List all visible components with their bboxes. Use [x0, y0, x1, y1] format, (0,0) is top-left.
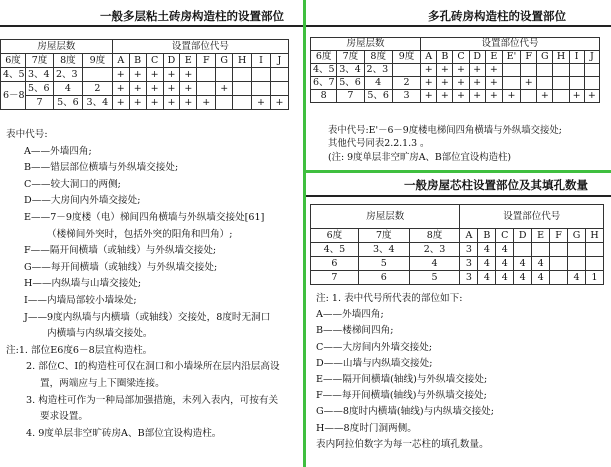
mark-cell: +	[112, 96, 129, 110]
mark-cell: +	[537, 90, 553, 103]
core-column-table	[310, 204, 604, 285]
remark-item: 4. 9度单层非空旷砖房A、B部位宜设构造柱。	[26, 427, 222, 439]
code-item-continued: 内横墙与内纵墙交接处。	[47, 328, 153, 340]
fill-count-cell	[550, 271, 568, 285]
mark-cell: +	[437, 64, 453, 77]
position-header: D	[514, 229, 532, 243]
mark-cell: +	[485, 64, 502, 77]
fill-count-cell	[550, 257, 568, 271]
floor-cell: 2、3	[364, 64, 392, 77]
notes-heading: 表中代号:	[6, 129, 48, 140]
floor-cell: 4、5	[1, 68, 26, 82]
position-header: B	[437, 51, 453, 64]
fill-count-cell	[550, 243, 568, 257]
construction-column-table	[0, 39, 289, 110]
perforated-brick-panel	[306, 0, 611, 170]
code-item: B——楼梯间四角;	[316, 325, 394, 337]
intensity-header: 8度	[364, 51, 392, 64]
floor-cell: 3、4	[25, 68, 53, 82]
mark-cell	[252, 82, 271, 96]
fill-count-cell	[568, 257, 586, 271]
code-notes	[6, 127, 280, 442]
remark-item: 3. 构造柱可作为一种局部加强措施，未列入表内，可按有关	[26, 394, 279, 406]
floor-count-header: 房屋层数	[311, 205, 460, 229]
mark-cell: +	[197, 96, 216, 110]
mark-cell: +	[163, 96, 180, 110]
fill-count-cell: 4	[478, 257, 496, 271]
mark-cell: +	[252, 96, 271, 110]
position-header: A	[112, 54, 129, 68]
intensity-header: 6度	[1, 54, 26, 68]
mark-cell: +	[270, 96, 288, 110]
position-header: F	[197, 54, 216, 68]
brick-house-panel	[0, 0, 303, 467]
code-item: E——隔开间横墙(轴线)与外纵墙交接处;	[316, 374, 488, 386]
mark-cell: +	[129, 82, 146, 96]
mark-cell: +	[163, 82, 180, 96]
code-item: E——7－9度楼（电）梯间四角横墙与外纵墙交接处[61]	[24, 211, 265, 223]
title-rule	[0, 25, 303, 27]
position-header: E	[485, 51, 502, 64]
mark-cell	[270, 68, 288, 82]
floor-cell	[392, 64, 420, 77]
position-code-header: 设置部位代号	[460, 205, 604, 229]
remark-item-continued: 要求设置。	[40, 411, 88, 423]
mark-cell	[537, 64, 553, 77]
mark-cell: +	[453, 77, 469, 90]
floor-cell: 3	[392, 90, 420, 103]
intensity-header: 7度	[25, 54, 53, 68]
note-line: (注: 9度单层非空旷房A、B部位宜设构造柱)	[328, 151, 512, 163]
remark-item: 2. 部位C、I的构造柱可仅在洞口和小墙垛所在层内沿层高设	[26, 361, 280, 373]
position-header: E	[532, 229, 550, 243]
floor-cell: 2、3	[53, 68, 82, 82]
position-header: I	[569, 51, 584, 64]
core-column-panel	[306, 173, 611, 467]
position-header: C	[453, 51, 469, 64]
mark-cell	[521, 90, 537, 103]
mark-cell: +	[421, 64, 437, 77]
title-rule	[306, 25, 611, 27]
floor-cell: 2、3	[409, 243, 460, 257]
mark-cell: +	[180, 68, 197, 82]
floor-cell: 5、6	[53, 96, 82, 110]
fill-count-cell	[585, 257, 603, 271]
intensity-header: 9度	[392, 51, 420, 64]
position-header: G	[537, 51, 553, 64]
table-row	[311, 257, 604, 271]
mark-cell: +	[421, 77, 437, 90]
mark-cell	[502, 64, 520, 77]
mark-cell	[216, 68, 233, 82]
position-header: C	[496, 229, 514, 243]
floor-cell: 5、6	[25, 82, 53, 96]
mark-cell	[569, 64, 584, 77]
code-item: F——隔开间横墙（或轴线）与外纵墙交接处;	[24, 245, 217, 257]
position-header: J	[584, 51, 599, 64]
fill-count-cell: 4	[496, 271, 514, 285]
mark-cell: +	[146, 68, 163, 82]
code-item: I——内墙局部较小墙垛处;	[24, 294, 137, 306]
floor-cell: 6	[358, 271, 409, 285]
fill-count-cell: 4	[532, 257, 550, 271]
mark-cell: +	[146, 82, 163, 96]
mark-cell: +	[584, 90, 599, 103]
mark-cell: +	[180, 96, 197, 110]
code-item: G——每开间横墙（或轴线）与外纵墙交接处;	[24, 261, 218, 273]
position-header: E'	[502, 51, 520, 64]
mark-cell: +	[453, 64, 469, 77]
mark-cell: +	[569, 90, 584, 103]
mark-cell	[553, 64, 569, 77]
position-header: D	[163, 54, 180, 68]
fill-count-cell: 4	[478, 271, 496, 285]
closing-note: 表内阿拉伯数字为每一芯柱的填孔数量。	[316, 438, 489, 450]
position-header: B	[129, 54, 146, 68]
floor-cell: 5	[358, 257, 409, 271]
fill-count-cell: 4	[532, 271, 550, 285]
fill-count-cell: 4	[496, 243, 514, 257]
mark-cell	[197, 68, 216, 82]
position-code-header: 设置部位代号	[421, 38, 600, 51]
code-item: C——较大洞口的两侧;	[24, 178, 121, 190]
code-item-continued: （楼梯间外突时，包括外突的阳角和凹角）;	[47, 228, 233, 240]
code-item: G——8度时内横墙(轴线)与内纵墙交接处;	[316, 406, 494, 418]
notes-heading: 注: 1. 表中代号所代表的部位如下:	[316, 293, 463, 304]
floor-count-header: 房屋层数	[311, 38, 421, 51]
mark-cell	[216, 96, 233, 110]
intensity-header: 6度	[311, 229, 359, 243]
fill-count-cell: 4	[514, 271, 532, 285]
table-row	[311, 64, 600, 77]
mark-cell	[252, 68, 271, 82]
remark-item-continued: 置，两端应与上下圈梁连接。	[40, 377, 165, 389]
floor-cell: 3、4	[82, 96, 112, 110]
table-row	[311, 271, 604, 285]
position-header: A	[421, 51, 437, 64]
position-header: H	[585, 229, 603, 243]
position-header: B	[478, 229, 496, 243]
intensity-header: 9度	[82, 54, 112, 68]
table-row	[1, 68, 289, 82]
floor-cell: 7	[311, 271, 359, 285]
mark-cell	[233, 68, 252, 82]
code-notes	[316, 291, 494, 453]
floor-cell: 5	[409, 271, 460, 285]
position-header: H	[553, 51, 569, 64]
fill-count-cell	[568, 243, 586, 257]
intensity-header: 8度	[53, 54, 82, 68]
fill-count-cell: 3	[460, 243, 478, 257]
fill-count-cell: 4	[496, 257, 514, 271]
floor-cell: 6、7	[311, 77, 337, 90]
code-item: D——大房间内外墙交接处;	[24, 195, 141, 207]
table-row	[1, 96, 289, 110]
floor-cell: 3、4	[337, 64, 364, 77]
note-line: 其他代号同表2.2.1.3 。	[328, 138, 430, 150]
floor-cell	[82, 68, 112, 82]
position-header: C	[146, 54, 163, 68]
position-header: F	[550, 229, 568, 243]
code-item: F——每开间横墙(轴线)与外纵墙交接处;	[316, 390, 487, 402]
mark-cell: +	[163, 68, 180, 82]
intensity-header: 6度	[311, 51, 337, 64]
title-rule	[306, 195, 611, 197]
mark-cell: +	[112, 82, 129, 96]
floor-count-header: 房屋层数	[1, 40, 113, 54]
panel-title: 一般多层粘土砖房构造柱的设置部位	[100, 9, 284, 23]
mark-cell	[584, 77, 599, 90]
position-header: I	[252, 54, 271, 68]
mark-cell	[553, 77, 569, 90]
mark-cell: +	[453, 90, 469, 103]
mark-cell: +	[421, 90, 437, 103]
mark-cell: +	[521, 77, 537, 90]
position-header: G	[216, 54, 233, 68]
position-header: F	[521, 51, 537, 64]
code-item: D——山墙与内纵墙交接处;	[316, 357, 433, 369]
construction-column-table	[310, 37, 600, 103]
floor-cell: 7	[337, 90, 364, 103]
position-header: A	[460, 229, 478, 243]
table-row	[311, 77, 600, 90]
mark-cell	[584, 64, 599, 77]
code-item: H——8度时门洞两侧。	[316, 422, 417, 434]
fill-count-cell: 4	[478, 243, 496, 257]
mark-cell: +	[502, 90, 520, 103]
position-header: E	[180, 54, 197, 68]
fill-count-cell	[532, 243, 550, 257]
code-item: B——错层部位横墙与外纵墙交接处;	[24, 162, 179, 174]
floor-cell: 6	[311, 257, 359, 271]
floor-cell: 5、6	[337, 77, 364, 90]
floor-cell: 4、5	[311, 64, 337, 77]
position-header: G	[568, 229, 586, 243]
floor-cell: 4	[364, 77, 392, 90]
note-line: 表中代号:E'－6－9度楼电梯间四角横墙与外纵墙交接处;	[328, 125, 562, 136]
floor-cell: 2	[392, 77, 420, 90]
position-header: H	[233, 54, 252, 68]
mark-cell: +	[180, 82, 197, 96]
fill-count-cell: 4	[514, 257, 532, 271]
mark-cell: +	[112, 68, 129, 82]
mark-cell: +	[485, 77, 502, 90]
position-code-header: 设置部位代号	[112, 40, 288, 54]
position-header: D	[469, 51, 485, 64]
panel-title: 多孔砖房构造柱的设置部位	[428, 9, 566, 23]
table-row	[311, 90, 600, 103]
mark-cell	[233, 82, 252, 96]
mark-cell: +	[437, 90, 453, 103]
floor-cell: 4、5	[311, 243, 359, 257]
mark-cell: +	[469, 64, 485, 77]
floor-cell: 4	[409, 257, 460, 271]
mark-cell: +	[216, 82, 233, 96]
fill-count-cell	[585, 243, 603, 257]
intensity-header: 7度	[337, 51, 364, 64]
code-item: A——外墙四角;	[24, 145, 92, 157]
floor-cell: 6－8	[1, 82, 26, 110]
mark-cell: +	[129, 96, 146, 110]
table-row	[311, 243, 604, 257]
fill-count-cell	[514, 243, 532, 257]
mark-cell	[569, 77, 584, 90]
position-header: J	[270, 54, 288, 68]
intensity-header: 8度	[409, 229, 460, 243]
mark-cell	[233, 96, 252, 110]
mark-cell	[197, 82, 216, 96]
mark-cell: +	[146, 96, 163, 110]
floor-cell: 5、6	[364, 90, 392, 103]
intensity-header: 7度	[358, 229, 409, 243]
code-item: A——外墙四角;	[316, 309, 384, 321]
mark-cell: +	[469, 77, 485, 90]
fill-count-cell: 4	[568, 271, 586, 285]
code-item: C——大房间内外墙交接处;	[316, 341, 433, 353]
fill-count-cell: 1	[585, 271, 603, 285]
floor-cell: 3、4	[358, 243, 409, 257]
floor-cell: 7	[25, 96, 53, 110]
floor-cell: 4	[53, 82, 82, 96]
mark-cell: +	[129, 68, 146, 82]
mark-cell: +	[437, 77, 453, 90]
remark-item: 注:1. 部位E6度6－8层宜构造柱。	[6, 344, 153, 356]
mark-cell	[502, 77, 520, 90]
mark-cell	[553, 90, 569, 103]
fill-count-cell: 3	[460, 257, 478, 271]
fill-count-cell: 3	[460, 271, 478, 285]
table-row	[1, 82, 289, 96]
mark-cell	[537, 77, 553, 90]
mark-cell: +	[485, 90, 502, 103]
panel-title: 一般房屋芯柱设置部位及其填孔数量	[404, 178, 588, 192]
table-note	[328, 124, 562, 164]
code-item: J——9度内纵墙与内横墙（或轴线）交接处，8度时无洞口	[24, 311, 271, 323]
mark-cell	[270, 82, 288, 96]
code-item: H——内纵墙与山墙交接处;	[24, 278, 142, 290]
mark-cell	[521, 64, 537, 77]
mark-cell: +	[469, 90, 485, 103]
floor-cell: 8	[311, 90, 337, 103]
floor-cell: 2	[82, 82, 112, 96]
